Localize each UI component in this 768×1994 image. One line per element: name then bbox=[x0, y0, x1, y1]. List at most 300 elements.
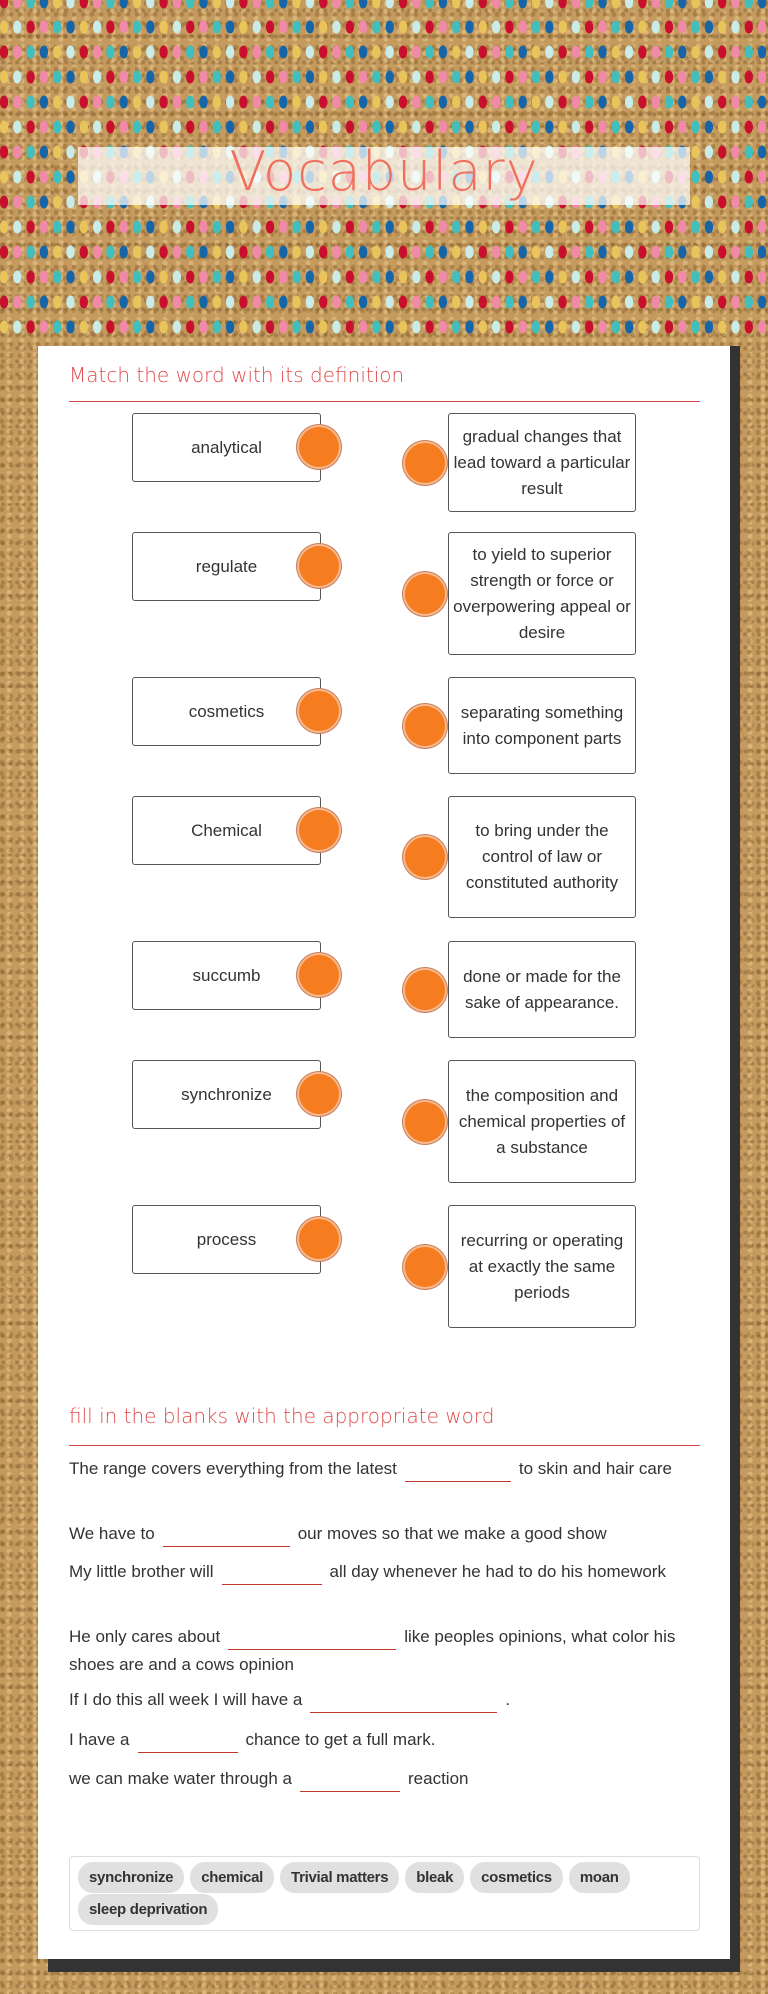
dot bbox=[199, 121, 207, 134]
dot bbox=[279, 221, 287, 234]
word-card[interactable] bbox=[132, 796, 321, 865]
dot bbox=[266, 121, 274, 134]
dot bbox=[159, 71, 167, 84]
dot bbox=[705, 121, 713, 134]
fill-sentence bbox=[69, 1623, 699, 1679]
dot bbox=[652, 246, 660, 259]
dot bbox=[173, 296, 181, 309]
dot bbox=[266, 271, 274, 284]
dot bbox=[412, 0, 420, 9]
dot bbox=[239, 0, 247, 9]
dot bbox=[53, 21, 61, 34]
dot bbox=[106, 21, 114, 34]
definition-connector-handle[interactable] bbox=[403, 968, 447, 1012]
word-bank-chip[interactable]: bleak bbox=[405, 1862, 464, 1893]
dot bbox=[226, 246, 234, 259]
dot bbox=[80, 21, 88, 34]
dot bbox=[239, 296, 247, 309]
dot bbox=[558, 121, 566, 134]
dot bbox=[452, 296, 460, 309]
dot bbox=[731, 221, 739, 234]
dot bbox=[186, 71, 194, 84]
definition-card[interactable] bbox=[448, 677, 636, 774]
word-bank-chip[interactable]: synchronize bbox=[78, 1862, 184, 1893]
dot bbox=[120, 121, 128, 134]
dot bbox=[465, 21, 473, 34]
definition-connector-handle[interactable] bbox=[403, 704, 447, 748]
definition-label: recurring or operating at exactly the same periods bbox=[460, 1230, 624, 1302]
word-connector-handle[interactable] bbox=[297, 1217, 341, 1261]
definition-label: to bring under the control of law or constituted authority bbox=[465, 821, 619, 892]
dot bbox=[532, 321, 540, 334]
dot bbox=[372, 121, 380, 134]
dot bbox=[745, 46, 753, 59]
definition-card[interactable] bbox=[448, 1205, 636, 1328]
dot bbox=[133, 21, 141, 34]
dot bbox=[173, 0, 181, 9]
word-bank bbox=[69, 1856, 700, 1931]
dot bbox=[399, 296, 407, 309]
dot bbox=[718, 271, 726, 284]
dot bbox=[745, 71, 753, 84]
dot bbox=[745, 121, 753, 134]
dot bbox=[665, 271, 673, 284]
dot bbox=[359, 21, 367, 34]
fill-sentence bbox=[69, 1686, 699, 1714]
dot bbox=[585, 321, 593, 334]
dot bbox=[638, 246, 646, 259]
dot bbox=[120, 271, 128, 284]
dot bbox=[705, 321, 713, 334]
dot bbox=[691, 96, 699, 109]
dot bbox=[492, 21, 500, 34]
dot bbox=[186, 221, 194, 234]
dot bbox=[545, 46, 553, 59]
sentence-before: If I do this all week I will have a bbox=[69, 1690, 303, 1709]
dot bbox=[625, 0, 633, 9]
dot bbox=[519, 71, 527, 84]
dot bbox=[638, 121, 646, 134]
dot bbox=[638, 321, 646, 334]
dot bbox=[638, 0, 646, 9]
dot bbox=[66, 21, 74, 34]
word-card[interactable] bbox=[132, 1205, 321, 1274]
dot bbox=[425, 21, 433, 34]
dot bbox=[226, 221, 234, 234]
dot bbox=[519, 271, 527, 284]
dot bbox=[492, 271, 500, 284]
dot bbox=[665, 96, 673, 109]
dot bbox=[253, 46, 261, 59]
dot bbox=[292, 121, 300, 134]
dot bbox=[319, 96, 327, 109]
definition-card[interactable] bbox=[448, 532, 636, 655]
definition-connector-handle[interactable] bbox=[403, 1100, 447, 1144]
definition-connector-handle[interactable] bbox=[403, 1245, 447, 1289]
dot bbox=[266, 21, 274, 34]
dot bbox=[439, 46, 447, 59]
dot bbox=[425, 71, 433, 84]
dot bbox=[386, 0, 394, 9]
dot bbox=[505, 296, 513, 309]
dot bbox=[80, 0, 88, 9]
dot bbox=[505, 121, 513, 134]
dot bbox=[93, 71, 101, 84]
sentence-before: We have to bbox=[69, 1524, 155, 1543]
dot bbox=[253, 0, 261, 9]
dot bbox=[26, 246, 34, 259]
dot bbox=[13, 121, 21, 134]
dot bbox=[492, 0, 500, 9]
dot bbox=[691, 46, 699, 59]
dot bbox=[386, 271, 394, 284]
dot bbox=[159, 121, 167, 134]
dot bbox=[359, 46, 367, 59]
dot bbox=[519, 46, 527, 59]
dot bbox=[133, 321, 141, 334]
dot bbox=[120, 71, 128, 84]
dot bbox=[306, 71, 314, 84]
word-label: synchronize bbox=[181, 1084, 272, 1104]
dot bbox=[545, 96, 553, 109]
dot bbox=[292, 21, 300, 34]
worksheet-card bbox=[38, 346, 730, 1959]
dot bbox=[545, 221, 553, 234]
dot bbox=[452, 71, 460, 84]
dot bbox=[665, 46, 673, 59]
dot bbox=[585, 96, 593, 109]
dot bbox=[120, 96, 128, 109]
dot bbox=[40, 46, 48, 59]
dot bbox=[585, 21, 593, 34]
dot bbox=[638, 71, 646, 84]
dot bbox=[731, 96, 739, 109]
dot bbox=[585, 221, 593, 234]
definition-card[interactable] bbox=[448, 941, 636, 1038]
dot bbox=[372, 221, 380, 234]
dot bbox=[120, 296, 128, 309]
dot bbox=[758, 221, 766, 234]
dot bbox=[146, 246, 154, 259]
dot bbox=[0, 96, 8, 109]
word-bank-chip[interactable]: chemical bbox=[190, 1862, 274, 1893]
dot bbox=[665, 221, 673, 234]
dot bbox=[332, 296, 340, 309]
dot bbox=[758, 321, 766, 334]
dot bbox=[439, 0, 447, 9]
dot bbox=[199, 0, 207, 9]
dot bbox=[372, 271, 380, 284]
dot bbox=[372, 71, 380, 84]
dot bbox=[346, 71, 354, 84]
sentence-after: like peoples opinions, what color his shoes are and a cows opinion bbox=[69, 1627, 676, 1674]
dot bbox=[133, 221, 141, 234]
dot bbox=[0, 271, 8, 284]
definition-card[interactable] bbox=[448, 1060, 636, 1183]
definition-connector-handle[interactable] bbox=[403, 441, 447, 485]
dot bbox=[439, 246, 447, 259]
dot bbox=[558, 296, 566, 309]
blank-drop-zone[interactable] bbox=[310, 1693, 497, 1713]
fill-sentence bbox=[69, 1520, 699, 1548]
word-card[interactable] bbox=[132, 532, 321, 601]
dot bbox=[53, 321, 61, 334]
dot bbox=[146, 321, 154, 334]
dot bbox=[199, 46, 207, 59]
word-bank-chip[interactable]: moan bbox=[569, 1862, 630, 1893]
blank-drop-zone[interactable] bbox=[228, 1630, 396, 1650]
dot bbox=[292, 246, 300, 259]
dot bbox=[239, 271, 247, 284]
dot bbox=[13, 0, 21, 9]
dot bbox=[545, 121, 553, 134]
dot bbox=[519, 296, 527, 309]
sentence-after: all day whenever he had to do his homework bbox=[329, 1562, 666, 1581]
dot bbox=[80, 121, 88, 134]
dot bbox=[585, 71, 593, 84]
word-bank-chip[interactable]: cosmetics bbox=[470, 1862, 563, 1893]
dot bbox=[386, 96, 394, 109]
dot bbox=[93, 221, 101, 234]
dot bbox=[425, 96, 433, 109]
blank-drop-zone[interactable] bbox=[163, 1527, 290, 1547]
dot bbox=[266, 0, 274, 9]
word-connector-handle[interactable] bbox=[297, 953, 341, 997]
dot bbox=[292, 221, 300, 234]
dot bbox=[306, 271, 314, 284]
word-bank-chip[interactable]: sleep deprivation bbox=[78, 1894, 218, 1925]
dot bbox=[532, 21, 540, 34]
dot bbox=[26, 46, 34, 59]
dot bbox=[412, 21, 420, 34]
dot bbox=[80, 321, 88, 334]
definition-card[interactable] bbox=[448, 796, 636, 918]
dot bbox=[572, 271, 580, 284]
word-card[interactable] bbox=[132, 413, 321, 482]
dot bbox=[612, 271, 620, 284]
dot bbox=[386, 21, 394, 34]
dot bbox=[625, 46, 633, 59]
dot bbox=[26, 21, 34, 34]
dot bbox=[558, 21, 566, 34]
dot bbox=[292, 296, 300, 309]
dot bbox=[386, 121, 394, 134]
dot bbox=[159, 0, 167, 9]
definition-connector-handle[interactable] bbox=[403, 572, 447, 616]
dot bbox=[545, 246, 553, 259]
dot bbox=[26, 296, 34, 309]
dot bbox=[598, 321, 606, 334]
dot bbox=[439, 296, 447, 309]
dot bbox=[93, 271, 101, 284]
dot bbox=[199, 271, 207, 284]
dot bbox=[66, 271, 74, 284]
dot bbox=[465, 271, 473, 284]
dot bbox=[718, 71, 726, 84]
blank-drop-zone[interactable] bbox=[405, 1462, 511, 1482]
word-connector-handle[interactable] bbox=[297, 544, 341, 588]
page-title: Vocabulary bbox=[229, 140, 539, 203]
dot bbox=[399, 121, 407, 134]
dot bbox=[558, 221, 566, 234]
dot bbox=[266, 246, 274, 259]
divider bbox=[69, 401, 700, 402]
word-card[interactable] bbox=[132, 1060, 321, 1129]
dot bbox=[0, 46, 8, 59]
dot bbox=[612, 221, 620, 234]
dot bbox=[612, 46, 620, 59]
dot bbox=[652, 96, 660, 109]
dot bbox=[705, 21, 713, 34]
dot bbox=[705, 271, 713, 284]
dot bbox=[758, 271, 766, 284]
dot bbox=[266, 221, 274, 234]
dot bbox=[40, 0, 48, 9]
dot bbox=[213, 221, 221, 234]
dot bbox=[745, 21, 753, 34]
dot bbox=[439, 271, 447, 284]
dot bbox=[372, 46, 380, 59]
dot bbox=[731, 296, 739, 309]
dot bbox=[80, 246, 88, 259]
dot bbox=[718, 0, 726, 9]
dot bbox=[173, 271, 181, 284]
dot bbox=[306, 246, 314, 259]
dot bbox=[226, 21, 234, 34]
dot bbox=[213, 21, 221, 34]
definition-label: gradual changes that lead toward a particular result bbox=[453, 426, 631, 498]
dot bbox=[758, 121, 766, 134]
dot bbox=[120, 321, 128, 334]
dot bbox=[691, 296, 699, 309]
dot bbox=[80, 271, 88, 284]
dot bbox=[691, 221, 699, 234]
dot bbox=[505, 271, 513, 284]
dot bbox=[146, 21, 154, 34]
dot bbox=[173, 71, 181, 84]
dot bbox=[465, 246, 473, 259]
blank-drop-zone[interactable] bbox=[222, 1565, 322, 1585]
dot bbox=[279, 0, 287, 9]
dot bbox=[66, 246, 74, 259]
dot bbox=[505, 321, 513, 334]
dot bbox=[758, 71, 766, 84]
definition-connector-handle[interactable] bbox=[403, 835, 447, 879]
dot bbox=[532, 221, 540, 234]
dot bbox=[412, 121, 420, 134]
dot bbox=[66, 321, 74, 334]
dot bbox=[93, 321, 101, 334]
dot bbox=[638, 271, 646, 284]
dot bbox=[678, 246, 686, 259]
dot bbox=[718, 221, 726, 234]
dot bbox=[399, 71, 407, 84]
dot bbox=[159, 46, 167, 59]
dot bbox=[718, 246, 726, 259]
dot bbox=[652, 0, 660, 9]
dot bbox=[399, 21, 407, 34]
dot bbox=[173, 221, 181, 234]
word-connector-handle[interactable] bbox=[297, 808, 341, 852]
dot bbox=[412, 96, 420, 109]
dot bbox=[292, 71, 300, 84]
dot bbox=[479, 71, 487, 84]
sentence-after: reaction bbox=[408, 1769, 469, 1788]
dot bbox=[13, 71, 21, 84]
dot bbox=[93, 296, 101, 309]
dot bbox=[199, 321, 207, 334]
word-connector-handle[interactable] bbox=[297, 689, 341, 733]
dot bbox=[319, 21, 327, 34]
dot bbox=[66, 46, 74, 59]
dot bbox=[439, 221, 447, 234]
dot bbox=[319, 221, 327, 234]
dot bbox=[213, 96, 221, 109]
dot bbox=[452, 121, 460, 134]
dot bbox=[399, 0, 407, 9]
dot bbox=[505, 21, 513, 34]
dot bbox=[120, 246, 128, 259]
dot bbox=[133, 246, 141, 259]
dot bbox=[439, 121, 447, 134]
dot bbox=[253, 321, 261, 334]
dot bbox=[465, 121, 473, 134]
dot bbox=[386, 321, 394, 334]
dot bbox=[199, 221, 207, 234]
dot bbox=[386, 46, 394, 59]
definition-card[interactable] bbox=[448, 413, 636, 512]
dot bbox=[545, 271, 553, 284]
word-bank-chip[interactable]: Trivial matters bbox=[280, 1862, 399, 1893]
dot bbox=[505, 0, 513, 9]
dot bbox=[199, 246, 207, 259]
dot bbox=[319, 121, 327, 134]
dot bbox=[731, 121, 739, 134]
word-card[interactable] bbox=[132, 941, 321, 1010]
dot bbox=[731, 0, 739, 9]
dot bbox=[332, 321, 340, 334]
dot bbox=[186, 46, 194, 59]
dot bbox=[346, 221, 354, 234]
dot bbox=[173, 246, 181, 259]
dot bbox=[173, 321, 181, 334]
word-connector-handle[interactable] bbox=[297, 425, 341, 469]
dot bbox=[612, 246, 620, 259]
dot bbox=[425, 0, 433, 9]
dot bbox=[545, 71, 553, 84]
blank-drop-zone[interactable] bbox=[300, 1772, 400, 1792]
word-card[interactable] bbox=[132, 677, 321, 746]
dot bbox=[253, 71, 261, 84]
dot bbox=[133, 271, 141, 284]
dot bbox=[306, 0, 314, 9]
dot bbox=[705, 296, 713, 309]
dot bbox=[346, 121, 354, 134]
dot bbox=[40, 271, 48, 284]
dot bbox=[146, 0, 154, 9]
dot bbox=[625, 246, 633, 259]
dot bbox=[346, 96, 354, 109]
dot bbox=[718, 321, 726, 334]
dot bbox=[213, 71, 221, 84]
dot bbox=[425, 46, 433, 59]
word-connector-handle[interactable] bbox=[297, 1072, 341, 1116]
dot bbox=[479, 296, 487, 309]
blank-drop-zone[interactable] bbox=[138, 1733, 238, 1753]
dot bbox=[26, 96, 34, 109]
dot bbox=[452, 0, 460, 9]
dot bbox=[266, 46, 274, 59]
